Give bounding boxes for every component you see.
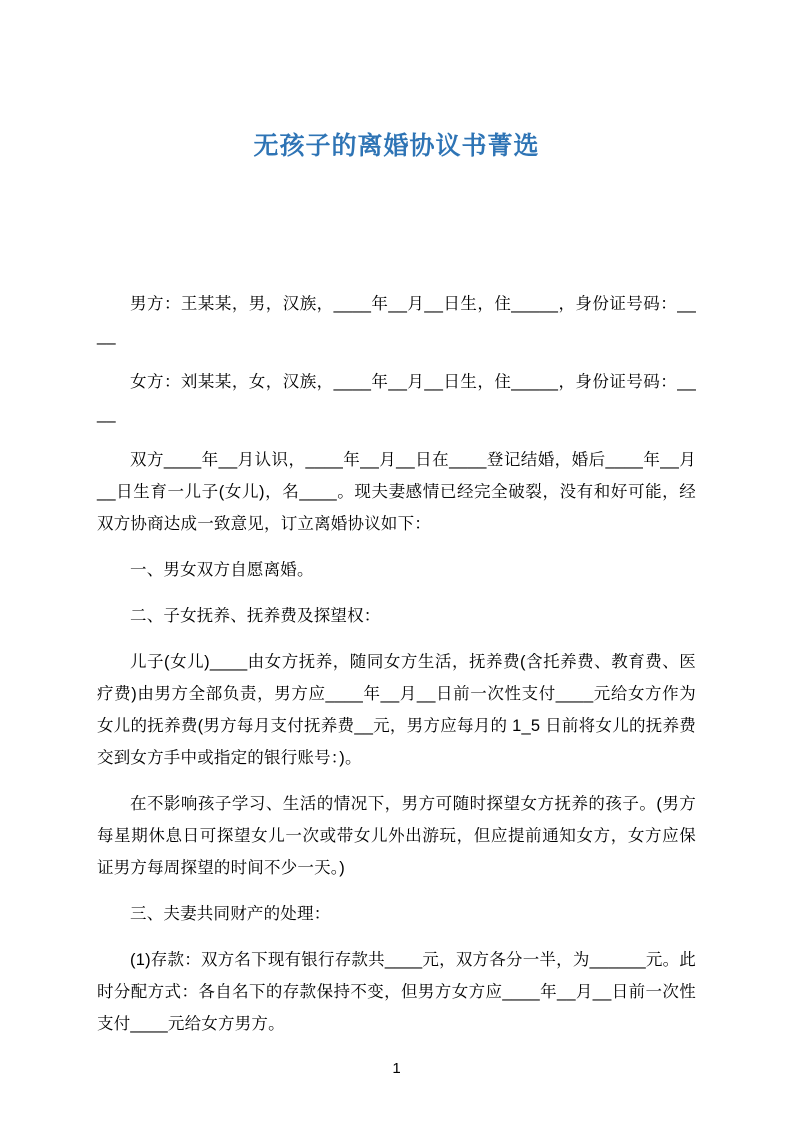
paragraph-visitation: 在不影响孩子学习、生活的情况下，男方可随时探望女方抚养的孩子。(男方每星期休息日可探望女儿一次或带女儿外出游玩，但应提前通知女方，女方应保证男方每周探望的时间不少一天。) — [97, 795, 696, 877]
document-title: 无孩子的离婚协议书菁选 — [253, 132, 540, 160]
page-number: 1 — [392, 1060, 401, 1077]
document-body — [97, 288, 696, 1040]
paragraph-preamble: 双方____年__月认识，____年__月__日在____登记结婚，婚后____年__月__日生育一儿子(女儿)，名____。现夫妻感情已经完全破裂，没有和好可能，经双方协商达成一致意见，订立离婚协议如下： — [97, 451, 696, 533]
paragraph-party-female: 女方：刘某某，女，汉族，____年__月__日生，住_____，身份证号码：____ — [97, 373, 696, 423]
paragraph-clause-2-head: 二、子女抚养、抚养费及探望权： — [130, 607, 381, 625]
paragraph-clause-1: 一、男女双方自愿离婚。 — [130, 561, 314, 579]
paragraph-clause-2-body: 儿子(女儿)____由女方抚养，随同女方生活，抚养费(含托养费、教育费、医疗费)由男方全部负责，男方应____年__月__日前一次性支付____元给女方作为女儿的抚养费(男方每月支付抚养费__元，男方应每月的 1_5 日前将女儿的抚养费交到女方手中或指定的银行账号：)。 — [97, 653, 696, 767]
paragraph-clause-3-head: 三、夫妻共同财产的处理： — [130, 905, 331, 923]
paragraph-clause-3-body: (1)存款：双方名下现有银行存款共____元，双方各分一半，为______元。此时分配方式：各自名下的存款保持不变，但男方女方应____年__月__日前一次性支付____元给女方男方。 — [97, 951, 696, 1033]
paragraph-party-male: 男方：王某某，男，汉族，____年__月__日生，住_____，身份证号码：____ — [97, 295, 696, 345]
